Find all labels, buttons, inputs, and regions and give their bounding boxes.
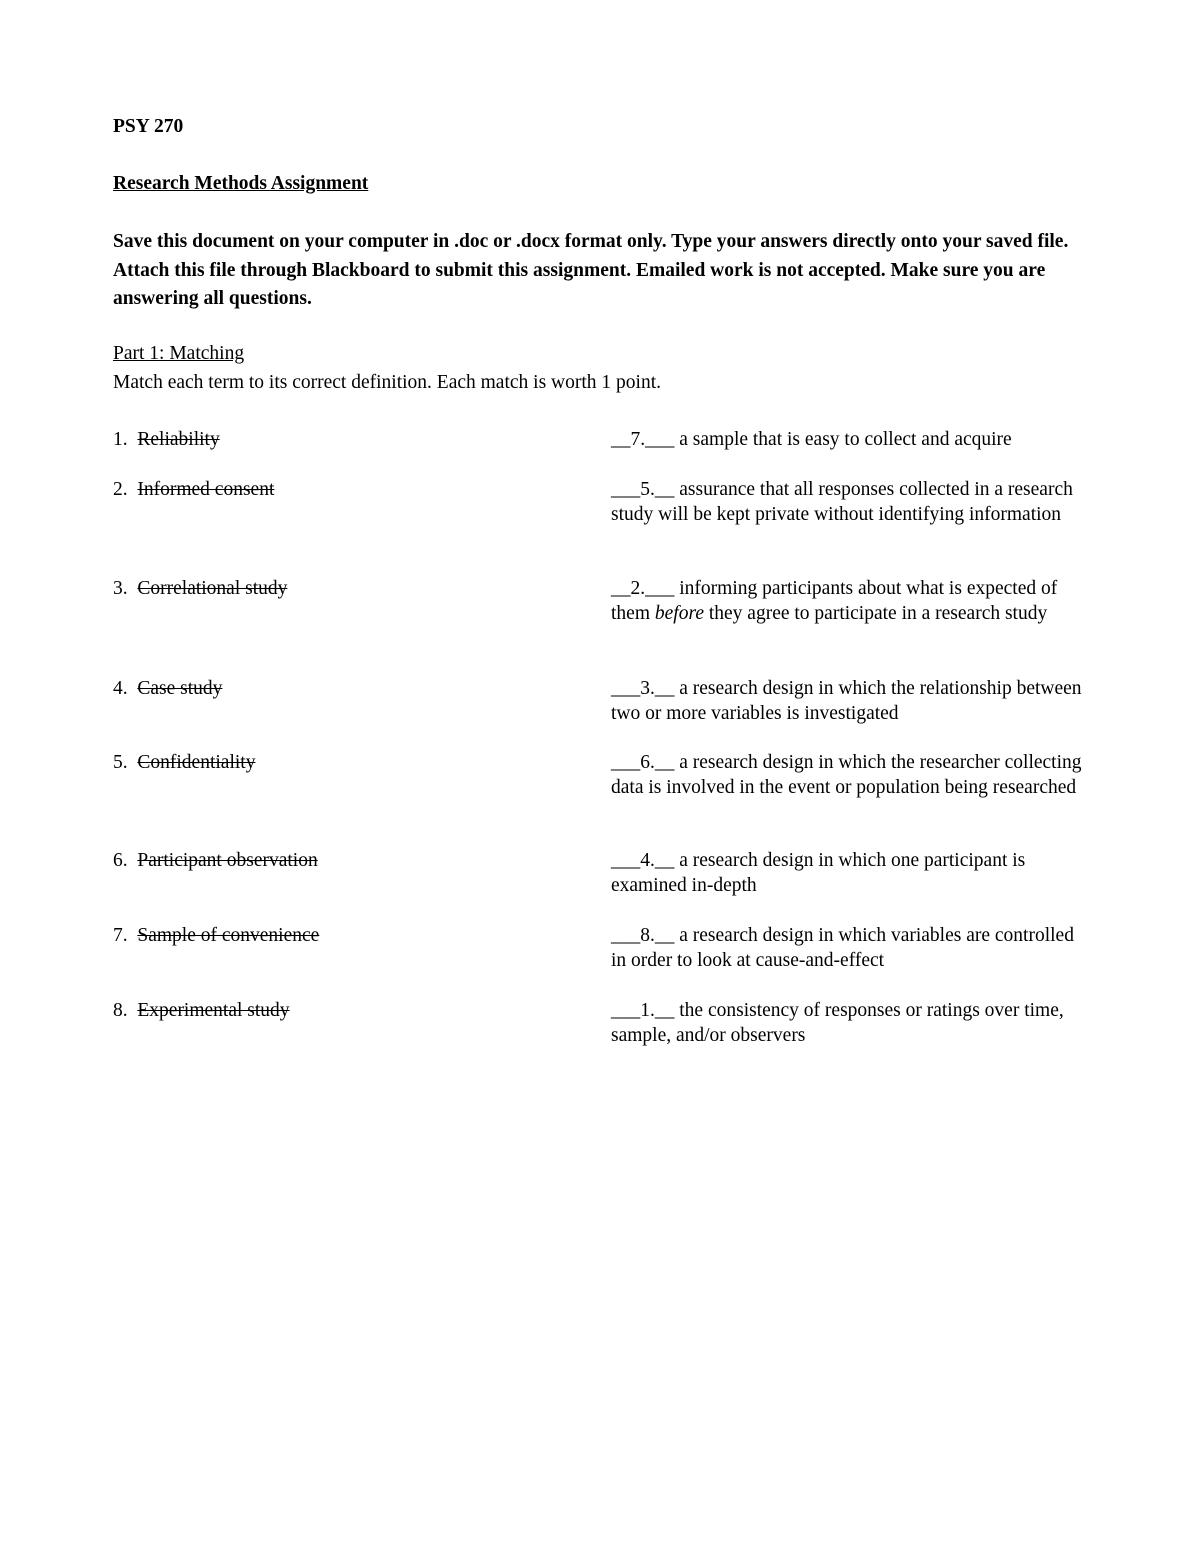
definition-cell xyxy=(611,427,1089,452)
term-cell xyxy=(113,676,222,701)
answer-blank[interactable]: ___6.__ xyxy=(611,752,675,773)
term-cell xyxy=(113,923,319,948)
term-text: Case study xyxy=(137,678,223,699)
answer-blank[interactable]: ___4.__ xyxy=(611,850,675,871)
term-cell xyxy=(113,477,274,502)
definition-cell xyxy=(611,923,1089,973)
definition-cell xyxy=(611,998,1089,1048)
term-number: 3. xyxy=(113,578,128,599)
definition-cell xyxy=(611,848,1089,898)
term-text: Participant observation xyxy=(137,850,318,871)
answer-blank[interactable]: ___3.__ xyxy=(611,678,675,699)
part1-directions: Match each term to its correct definition. Each match is worth 1 point. xyxy=(113,372,661,393)
answer-blank[interactable]: ___5.__ xyxy=(611,479,675,500)
term-text: Sample of convenience xyxy=(137,925,320,946)
definition-cell xyxy=(611,750,1089,800)
term-text: Correlational study xyxy=(137,578,288,599)
term-text: Reliability xyxy=(137,429,220,450)
definition-text: a research design in which the relationship between two or more variables is investigated xyxy=(611,678,1082,724)
answer-blank[interactable]: ___1.__ xyxy=(611,1000,675,1021)
term-number: 4. xyxy=(113,678,128,699)
answer-blank[interactable]: __7.___ xyxy=(611,429,675,450)
definition-text: a sample that is easy to collect and acquire xyxy=(674,429,1012,450)
definition-text: assurance that all responses collected in a research study will be kept private without identifying information xyxy=(611,479,1073,525)
term-cell xyxy=(113,576,287,601)
definition-text: a research design in which variables are controlled in order to look at cause-and-effect xyxy=(611,925,1074,971)
term-number: 6. xyxy=(113,850,128,871)
definition-cell xyxy=(611,576,1089,626)
term-number: 2. xyxy=(113,479,128,500)
definition-cell xyxy=(611,676,1089,726)
definition-text: a research design in which one participant is examined in-depth xyxy=(611,850,1026,896)
term-cell xyxy=(113,998,290,1023)
definition-emphasis: before xyxy=(654,603,704,624)
definition-text-end: they agree to participate in a research study xyxy=(703,603,1048,624)
term-text: Experimental study xyxy=(137,1000,290,1021)
term-text: Informed consent xyxy=(137,479,275,500)
answer-blank[interactable]: ___8.__ xyxy=(611,925,675,946)
course-code: PSY 270 xyxy=(113,116,184,137)
definition-text: a research design in which the researcher collecting data is involved in the event or population being researched xyxy=(611,752,1082,798)
term-number: 7. xyxy=(113,925,128,946)
term-text: Confidentiality xyxy=(137,752,256,773)
term-cell xyxy=(113,848,318,873)
submission-instructions: Save this document on your computer in .doc or .docx format only. Type your answers directly onto your saved file. Attach this file through Blackboard to submit this assignment. Emailed work is not accepted. Make sure you are answering all questions. xyxy=(113,231,1069,309)
assignment-title: Research Methods Assignment xyxy=(113,173,369,194)
term-cell xyxy=(113,750,255,775)
term-number: 1. xyxy=(113,429,128,450)
definition-cell xyxy=(611,477,1089,527)
term-number: 8. xyxy=(113,1000,128,1021)
definition-text: informing participants about what is expected of them xyxy=(611,578,1058,624)
definition-text: the consistency of responses or ratings over time, sample, and/or observers xyxy=(611,1000,1064,1046)
part1-heading: Part 1: Matching xyxy=(113,343,245,364)
term-number: 5. xyxy=(113,752,128,773)
term-cell xyxy=(113,427,220,452)
answer-blank[interactable]: __2.___ xyxy=(611,578,675,599)
